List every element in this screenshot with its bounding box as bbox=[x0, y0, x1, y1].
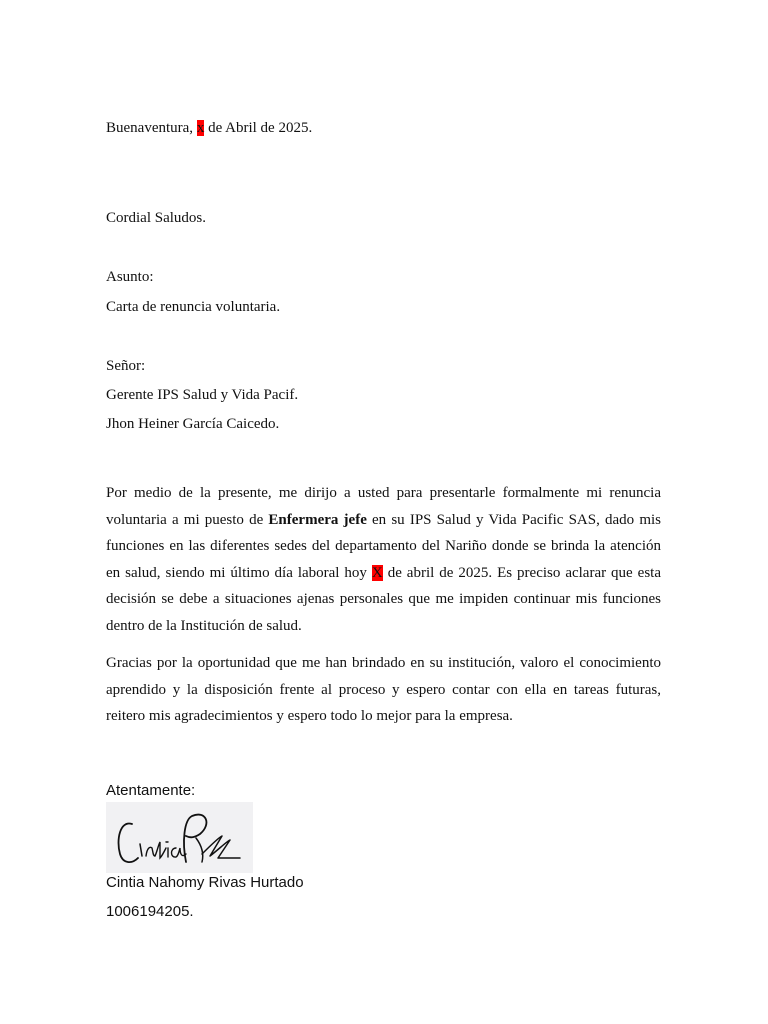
recipient-label: Señor: bbox=[106, 358, 146, 374]
recipient-title: Gerente IPS Salud y Vida Pacif. bbox=[106, 387, 299, 403]
handwritten-signature bbox=[106, 802, 253, 873]
place-date-line bbox=[106, 120, 312, 137]
body-paragraph-2: Gracias por la oportunidad que me han brindado en su institución, valoro el conocimiento aprendido y la disposición frente al proceso y espero contar con ella en tareas futuras, reitero mis agradecimientos y espero todo lo mejor para la empresa. bbox=[106, 655, 661, 725]
place-date-prefix: Buenaventura, bbox=[106, 120, 197, 136]
day-placeholder-highlight: x bbox=[196, 120, 205, 136]
recipient-name: Jhon Heiner García Caicedo. bbox=[106, 416, 280, 432]
paragraph-1-part-3: de abril de 2025. Es preciso aclarar que esta decisión se debe a situaciones ajenas personales que me impiden continuar mis funciones dentro de la Institución de salud. bbox=[106, 564, 661, 634]
subject-label: Asunto: bbox=[106, 269, 154, 285]
place-date-suffix: de Abril de 2025. bbox=[204, 120, 313, 136]
paragraph-1-part-1: Por medio de la presente, me dirijo a usted para presentarle formalmente mi renuncia voluntaria a mi puesto de bbox=[106, 485, 661, 528]
closing: Atentamente: bbox=[106, 782, 196, 799]
body-paragraph-1 bbox=[106, 480, 661, 640]
signature-image bbox=[106, 802, 253, 873]
last-day-placeholder-highlight: X bbox=[371, 564, 383, 581]
subject-text: Carta de renuncia voluntaria. bbox=[106, 299, 281, 315]
paragraph-1-part-2: en su IPS Salud y Vida Pacific SAS, dado mis funciones en las diferentes sedes del departamento del Nariño donde se brinda la atención en salud, siendo mi último día laboral hoy bbox=[106, 511, 661, 581]
signer-id: 1006194205. bbox=[106, 903, 194, 920]
signer-name: Cintia Nahomy Rivas Hurtado bbox=[106, 874, 304, 891]
greeting: Cordial Saludos. bbox=[106, 210, 206, 226]
job-title-bold: Enfermera jefe bbox=[268, 511, 367, 528]
